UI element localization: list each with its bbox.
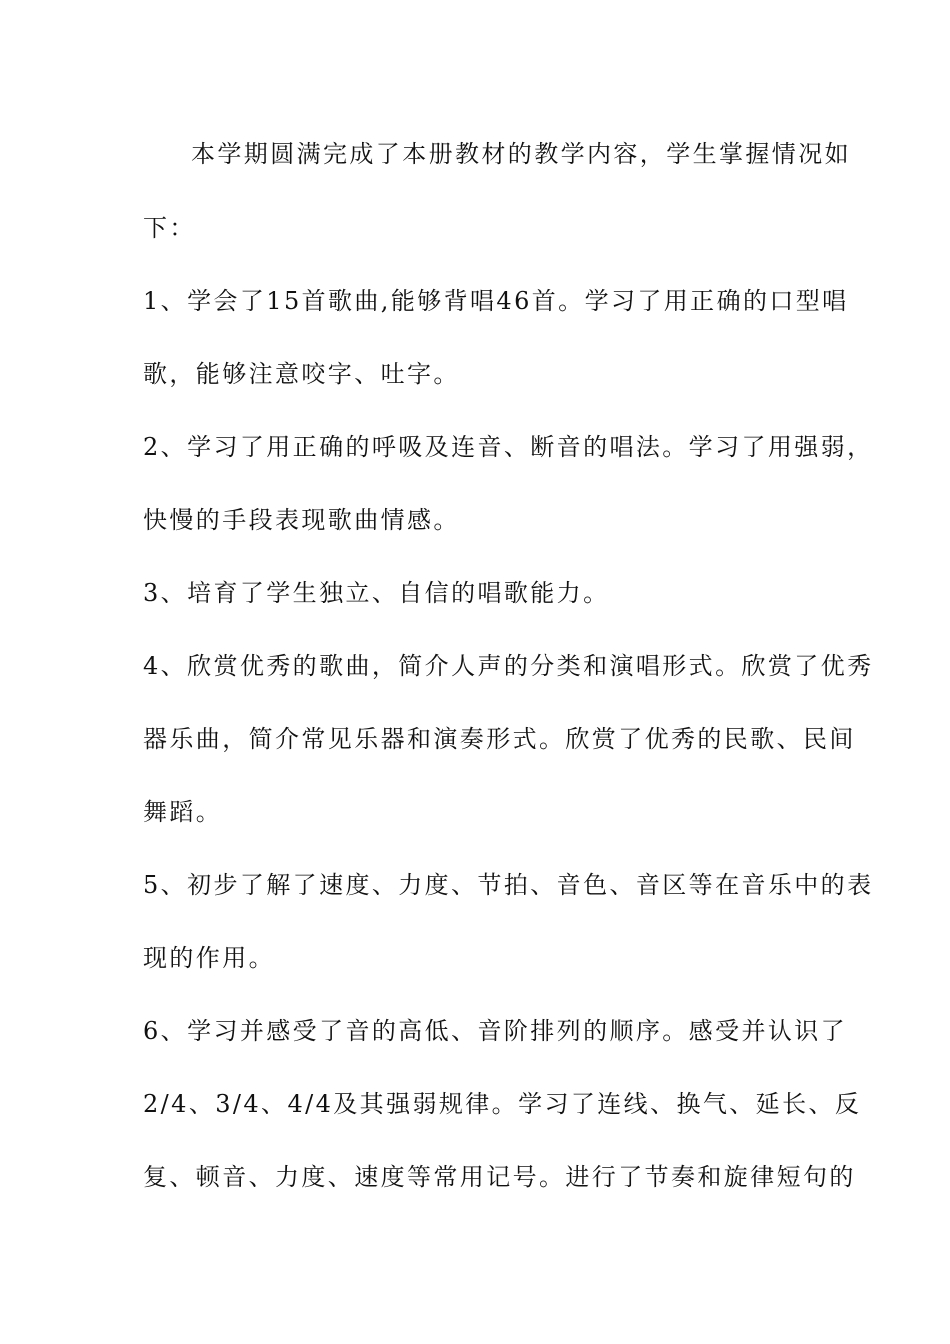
list-item-line: 1、学会了15首歌曲,能够背唱46首。学习了用正确的口型唱 [143, 287, 849, 315]
list-item-line: 快慢的手段表现歌曲情感。 [143, 506, 460, 534]
list-item-line: 6、学习并感受了音的高低、音阶排列的顺序。感受并认识了 [143, 1017, 848, 1045]
list-item-line: 2、学习了用正确的呼吸及连音、断音的唱法。学习了用强弱， [143, 433, 874, 461]
list-item-line: 现的作用。 [143, 944, 275, 972]
list-item-line: 歌，能够注意咬字、吐字。 [143, 360, 460, 388]
list-item-line: 5、初步了解了速度、力度、节拍、音色、音区等在音乐中的表 [143, 871, 874, 899]
list-item-line: 器乐曲，简介常见乐器和演奏形式。欣赏了优秀的民歌、民间 [143, 725, 856, 753]
list-item-line: 复、顿音、力度、速度等常用记号。进行了节奏和旋律短句的 [143, 1163, 856, 1191]
paragraph-line: 下： [143, 214, 196, 242]
list-item-line: 舞蹈。 [143, 798, 223, 826]
list-item-line: 4、欣赏优秀的歌曲，简介人声的分类和演唱形式。欣赏了优秀 [143, 652, 874, 680]
list-item-line: 3、培育了学生独立、自信的唱歌能力。 [143, 579, 610, 607]
list-item-line: 2/4、3/4、4/4及其强弱规律。学习了连线、换气、延长、反 [143, 1090, 862, 1118]
paragraph-line: 本学期圆满完成了本册教材的教学内容，学生掌握情况如 [191, 140, 851, 168]
